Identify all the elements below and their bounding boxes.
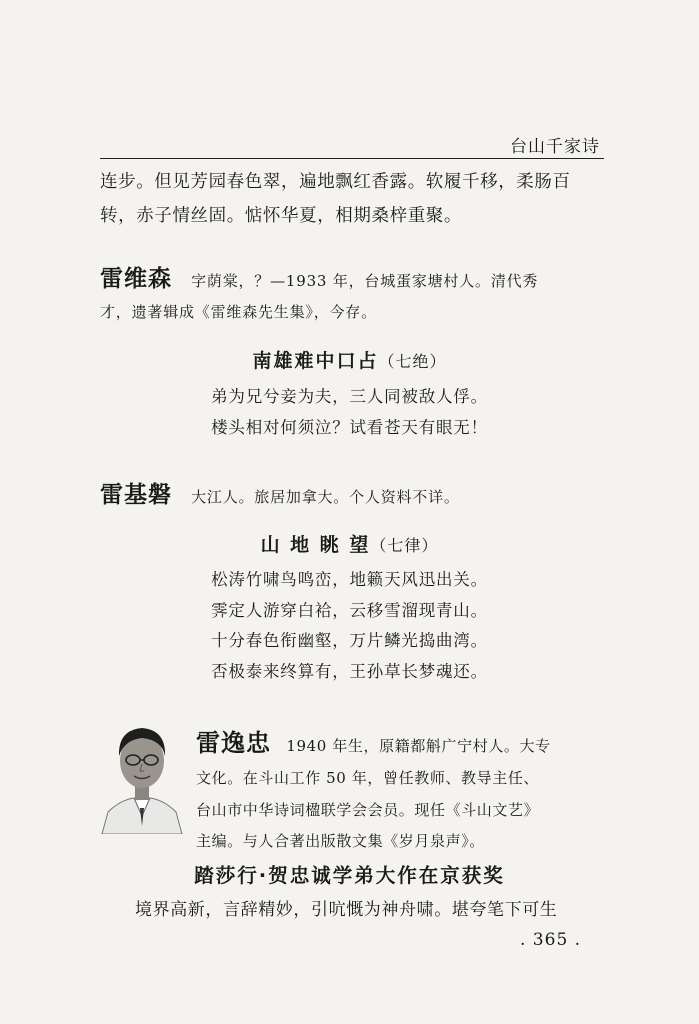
author-name: 雷基磐 [100,482,172,508]
author-name: 雷逸忠 [196,729,271,757]
author-bio: 台山市中华诗词楹联学会会员。现任《斗山文艺》 [196,800,540,819]
poem-line: 境界高新，言辞精妙，引吭慨为神舟啸。堪夸笔下可生 [135,900,558,920]
entry-lei-weisen [100,264,605,328]
page-number: . 365 . [520,930,582,950]
author-bio: 大江人。旅居加拿大。个人资料不详。 [191,488,460,506]
continuation-line: 连步。但见芳园春色翠，遍地飘红香露。软履千移，柔肠百 [100,172,571,192]
poem-title: 踏莎行·贺忠诚学弟大作在京获奖 [194,864,505,887]
author-portrait-photo [100,716,184,834]
poem-title [0,530,699,557]
poem-line: 十分春色衔幽壑，万片鳞光捣曲湾。 [211,631,488,650]
author-name: 雷维森 [100,266,172,292]
continuation-line: 转，赤子情丝固。惦怀华夏，相期桑梓重聚。 [100,206,462,226]
poem-title-text: 南雄难中口占 [252,350,379,372]
poem-title [0,346,699,373]
entry-lei-jipan [100,480,605,513]
poem-form: （七律） [370,536,439,555]
header-rule [100,158,604,159]
author-bio: 主编。与人合著出版散文集《岁月泉声》。 [196,832,485,850]
author-bio: 文化。在斗山工作 50 年，曾任教师、教导主任、 [196,769,540,787]
poem-line: 松涛竹啸鸟鸣峦，地籁天风迅出关。 [211,570,488,589]
continuation-text [100,165,605,233]
author-bio: 才，遗著辑成《雷维森先生集》，今存。 [100,303,377,321]
author-bio: 1940 年生，原籍都斛广宁村人。大专 [286,737,551,755]
poem-body [0,382,699,443]
poem-line: 否极泰来终算有，王孙草长梦魂还。 [211,661,488,681]
poem-line: 弟为兄兮妾为夫，三人同被敌人俘。 [211,387,488,406]
running-head: 台山千家诗 [510,137,600,157]
author-bio: 字荫棠，？—1933 年，台城蛋家塘村人。清代秀 [191,272,539,290]
entry-lei-yizhong [196,726,608,858]
poem-body [0,565,699,687]
poem-line: 霁定人游穿白袷，云移雪溜现青山。 [211,600,488,620]
poem-form: （七绝） [378,352,447,371]
poem-title-text: 山 地 眺 望 [260,534,371,556]
poem-line: 楼头相对何须泣？试看苍天有眼无！ [211,417,488,437]
